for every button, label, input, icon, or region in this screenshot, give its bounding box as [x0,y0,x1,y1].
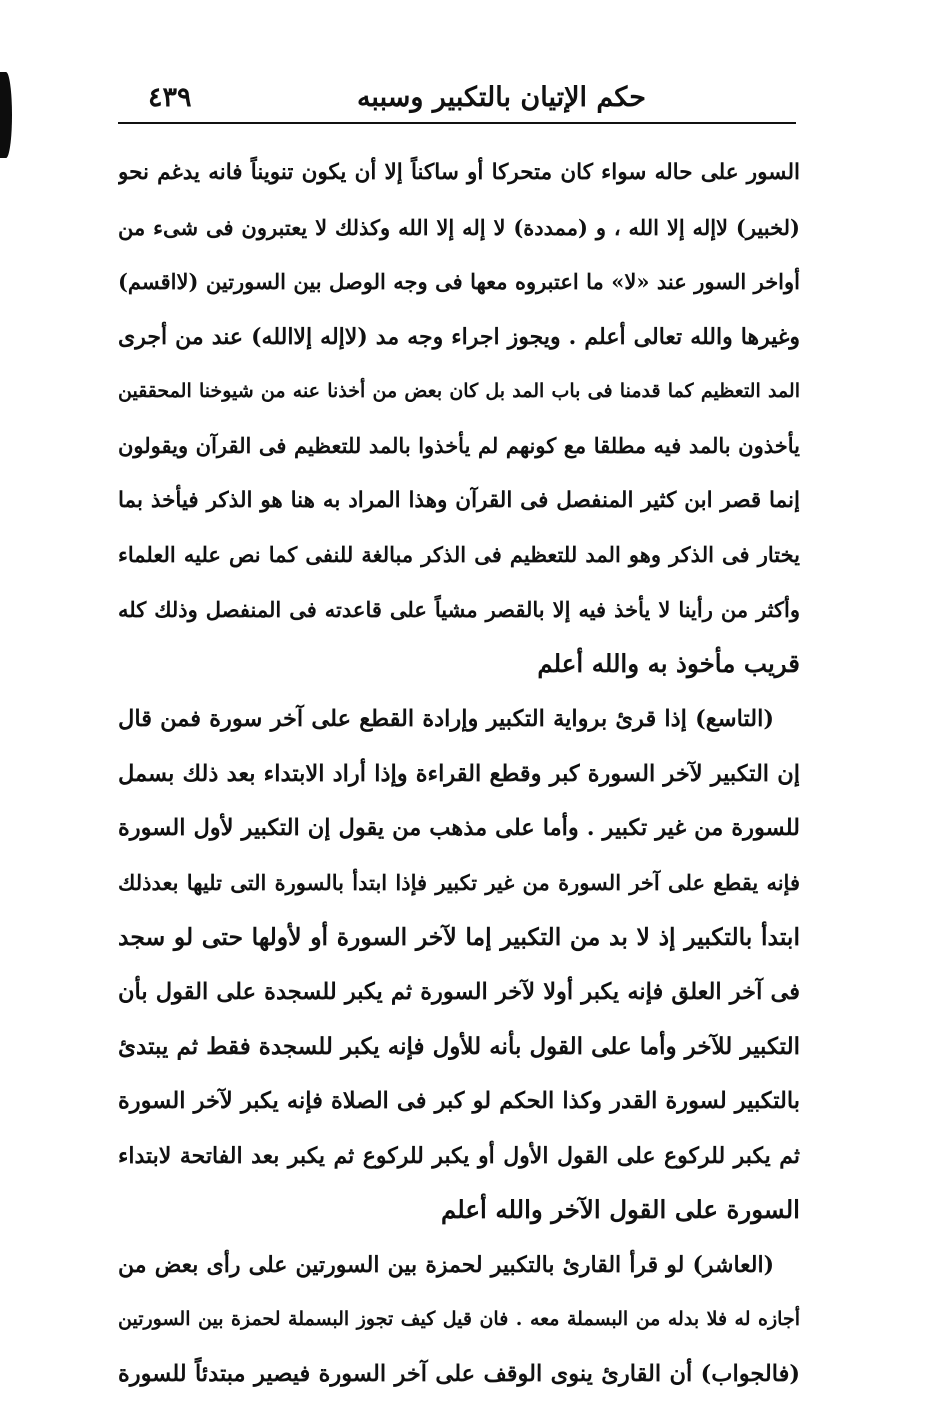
text-line: (فالجواب) أن القارئ ينوى الوقف على آخر السورة فيصير مبتدئاً للسورة [118,1361,800,1388]
text-line: التكبير للآخر وأما على القول بأنه للأول فإنه يكبر للسجدة فقط ثم يبتدئ [118,1032,800,1060]
text-line: فى آخر العلق فإنه يكبر أولا لآخر السورة ثم يكبر للسجدة على القول بأن [118,978,800,1005]
text-line: للسورة من غير تكبير . وأما على مذهب من يقول إن التكبير لأول السورة [118,815,800,842]
text-line: أواخر السور عند «لا» ما اعتبروه معها فى وجه الوصل بين السورتين (لااقسم) [118,269,800,295]
text-line: إن التكبير لآخر السورة كبر وقطع القراءة وإذا أراد الابتداء بعد ذلك بسمل [118,760,800,787]
text-line: وأكثر من رأينا لا يأخذ فيه إلا بالقصر مشياً على قاعدته فى المنفصل وذلك كله [118,596,800,622]
text-line: السور على حاله سواء كان متحركا أو ساكناً إلا أن يكون تنويناً فانه يدغم نحو [118,160,800,185]
text-line: فإنه يقطع على آخر السورة من غير تكبير فإذا ابتدأ بالسورة التى تليها بعدذلك [118,869,800,895]
text-line: السورة على القول الآخر والله أعلم [440,1195,800,1225]
text-line: أجازه له فلا بدله من البسملة معه . فان قيل كيف تجوز البسملة لحمزة بين السورتين [118,1308,800,1331]
text-line: ثم يكبر للركوع على القول الأول أو يكبر للركوع ثم يكبر بعد الفاتحة لابتداء [118,1142,800,1169]
header-rule [118,122,796,124]
text-line: يختار فى الذكر وهو المد للتعظيم فى الذكر مبالغة للنفى كما نص عليه العلماء [118,542,800,568]
text-line: (التاسع) إذا قرئ برواية التكبير وإرادة القطع على آخر سورة فمن قال [118,705,774,732]
text-line: إنما قصر ابن كثير المنفصل فى القرآن وهذا المراد به هنا هو الذكر فيأخذ بما [118,487,800,513]
text-line: (لخبير) لاإله إلا الله ، و (ممددة) لا إله إلا الله وكذلك لا يعتبرون فى شىء من [118,214,800,240]
body-text [118,146,800,1402]
text-line: يأخذون بالمد فيه مطلقا مع كونهم لم يأخذوا بالمد للتعظيم فى القرآن ويقولون [118,432,800,458]
running-title: حكم الإتيان بالتكبير وسببه [356,82,646,113]
text-line: بالتكبير لسورة القدر وكذا الحكم لو كبر فى الصلاة فإنه يكبر لآخر السورة [118,1088,800,1115]
text-line: (العاشر) لو قرأ القارئ بالتكبير لحمزة بين السورتين على رأى بعض من [118,1251,774,1278]
text-line: وغيرها والله تعالى أعلم . ويجوز اجراء وجه مد (لاإله إلاالله) عند من أجرى [118,323,800,350]
binding-shadow [0,72,12,158]
page-number: ٤٣٩ [148,82,192,113]
text-line: ابتدأ بالتكبير إذ لا بد من التكبير إما لآخر السورة أو لأولها حتى لو سجد [118,923,800,952]
page-header [118,78,796,124]
text-line: قريب مأخوذ به والله أعلم [537,649,800,679]
text-line: المد التعظيم كما قدمنا فى باب المد بل كان بعض من أخذنا عنه من شيوخنا المحققين [118,380,800,403]
